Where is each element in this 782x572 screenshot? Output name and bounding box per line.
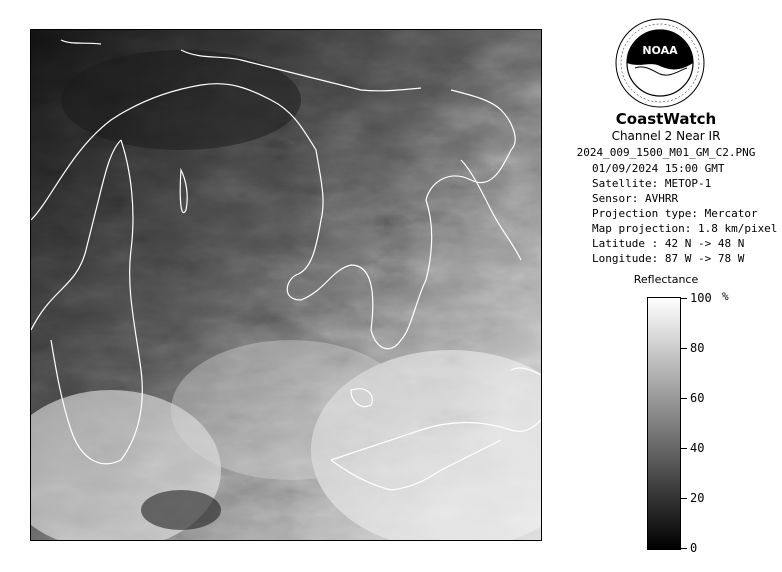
colorbar-tick-label: 20 bbox=[690, 491, 705, 505]
colorbar-title: Reflectance bbox=[633, 273, 699, 286]
colorbar-tick bbox=[681, 298, 687, 299]
colorbar-tick-label: 80 bbox=[690, 341, 705, 355]
noaa-logo-text: NOAA bbox=[642, 44, 678, 57]
product-title: CoastWatch bbox=[615, 110, 717, 128]
filename-label: 2024_009_1500_M01_GM_C2.PNG bbox=[576, 146, 756, 159]
satellite-map-svg bbox=[31, 30, 541, 540]
colorbar-tick-label: 40 bbox=[690, 441, 705, 455]
colorbar-tick bbox=[681, 498, 687, 499]
colorbar-tick-label: 100 bbox=[690, 291, 712, 305]
map-projection-label: Map projection: 1.8 km/pixel bbox=[592, 222, 778, 235]
colorbar-tick-label: 0 bbox=[690, 541, 698, 555]
channel-label: Channel 2 Near IR bbox=[611, 129, 721, 143]
colorbar bbox=[647, 297, 681, 550]
noaa-logo bbox=[615, 18, 705, 108]
longitude-label: Longitude: 87 W -> 78 W bbox=[592, 252, 745, 265]
latitude-label: Latitude : 42 N -> 48 N bbox=[592, 237, 745, 250]
sensor-label: Sensor: AVHRR bbox=[592, 192, 679, 205]
colorbar-tick bbox=[681, 548, 687, 549]
colorbar-tick bbox=[681, 448, 687, 449]
datetime-label: 01/09/2024 15:00 GMT bbox=[592, 162, 725, 175]
satellite-label: Satellite: METOP-1 bbox=[592, 177, 712, 190]
satellite-image bbox=[30, 29, 542, 541]
colorbar-tick bbox=[681, 348, 687, 349]
colorbar-tick-label: 60 bbox=[690, 391, 705, 405]
projection-type-label: Projection type: Mercator bbox=[592, 207, 758, 220]
colorbar-tick bbox=[681, 398, 687, 399]
colorbar-unit: % bbox=[722, 290, 729, 303]
